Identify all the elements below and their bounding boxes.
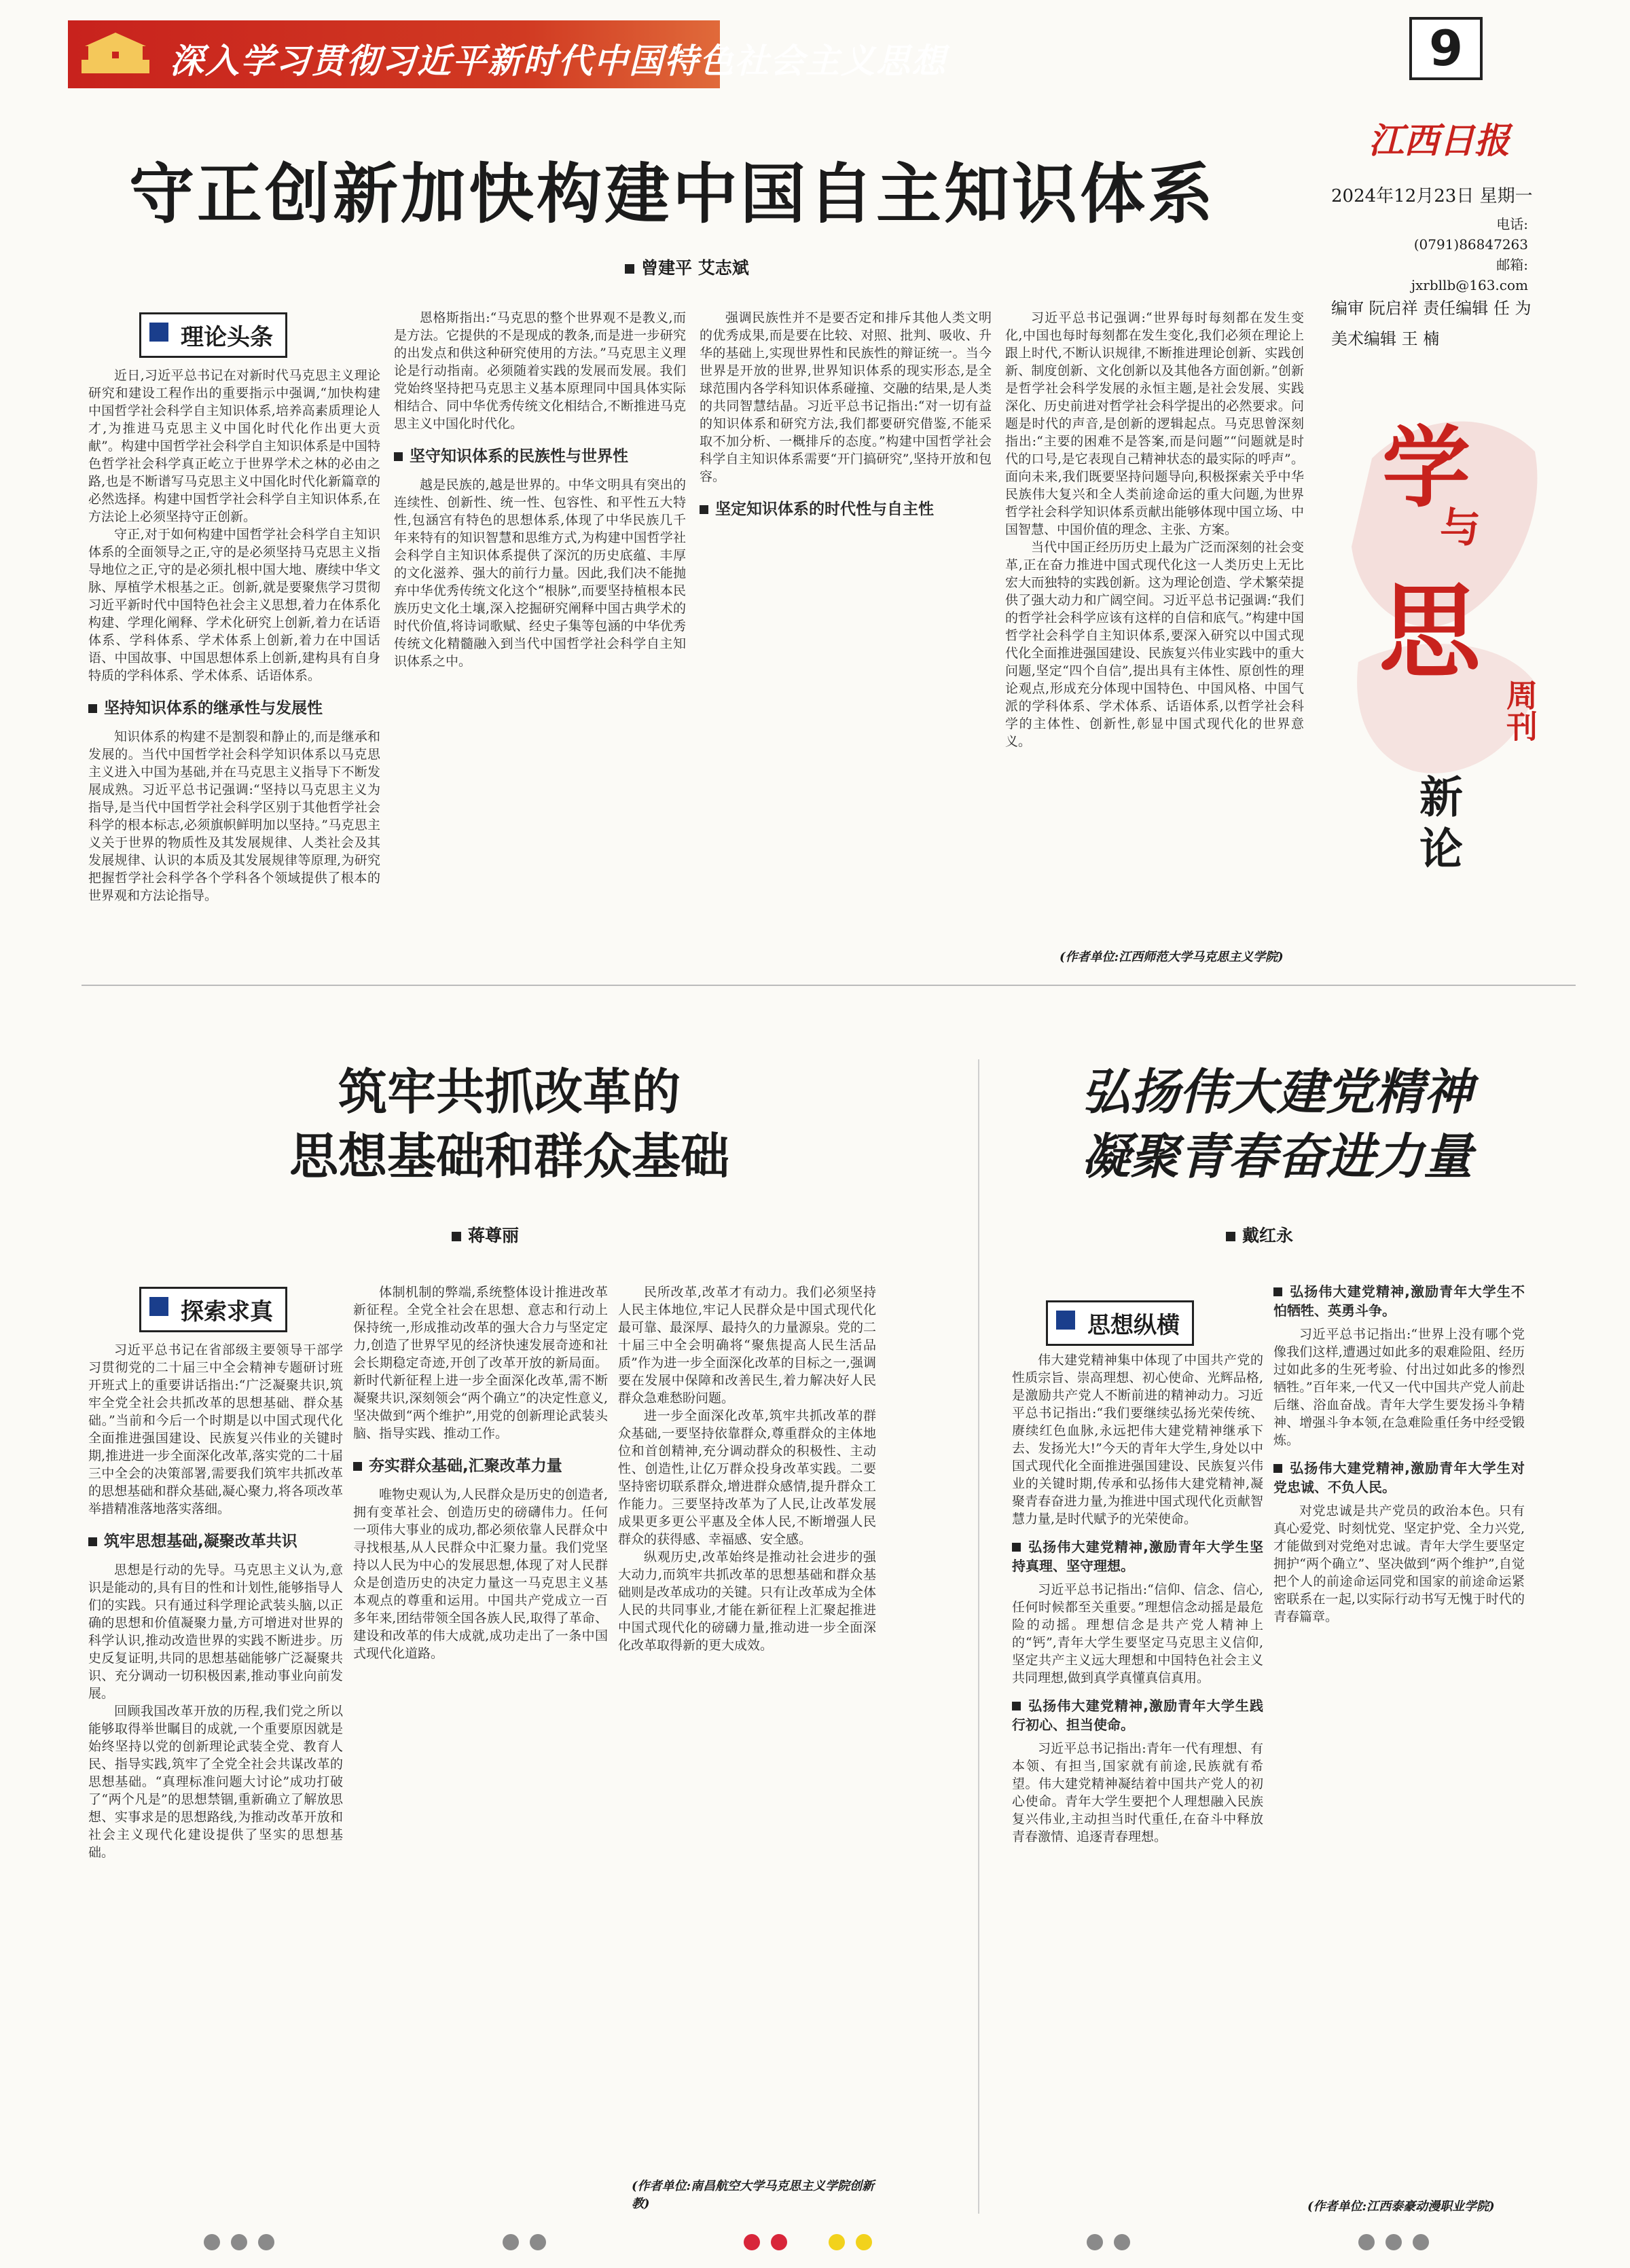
article3-author-note: (作者单位:江西泰豪动漫职业学院)	[1307, 2199, 1495, 2214]
article3-byline: 戴红永	[1226, 1222, 1293, 1247]
weekly-label: 周刊	[1502, 679, 1538, 742]
article2-column-tag: 探索求真	[139, 1287, 287, 1332]
article1-p2: 守正,对于如何构建中国哲学社会科学自主知识体系的全面领导之正,守的是必须坚持马克思主义指导地位之正,守的是必须扎根中国大地、赓续中华文脉、厚植学术根基之正。创新,就是要聚焦学习贯彻习近平新时代中国特色社会主义思想,着力在体系化构建、学理化阐释、学术化研究上创新,着力在话语体系、学科体系、学术体系上创新,着力在中国话语、中国故事、中国思想体系上创新,建构具有自身特质的学科体系、学术体系、话语体系。	[88, 527, 380, 683]
article1-subhead2: 坚守知识体系的民族性与世界性	[394, 445, 686, 468]
contact-label: 电话:	[1496, 216, 1528, 232]
footer-dot	[1413, 2234, 1429, 2250]
article1-p6: 强调民族性并不是要否定和排斥其他人类文明的优秀成果,而是要在比较、对照、批判、吸收、升华的基础上,实现世界性和民族性的辩证统一。当今世界是开放的世界,世界知识体系的现实形态,是全球范围内各学科知识体系碰撞、交融的结果,是人类的共同智慧结晶。习近平总书记指出:“对一切有益的知识体系和研究方法,我们都要研究借鉴,不能采取不加分析、一概排斥的态度。”构建中国哲学社会科学自主知识体系需要“开门搞研究”,坚持开放和包容。	[700, 310, 992, 484]
article2-title	[102, 1059, 917, 1188]
article1-author-note: (作者单位:江西师范大学马克思主义学院)	[1060, 950, 1284, 964]
email-address: jxrbllb@163.com	[1411, 277, 1528, 293]
article1-subhead1: 坚持知识体系的继承性与发展性	[88, 697, 380, 720]
article3-subhead3: 弘扬伟大建党精神,激励青年大学生不怕牺牲、英勇斗争。	[1273, 1283, 1525, 1319]
column-name: 新论	[1412, 774, 1463, 877]
article1-col4	[1005, 309, 1304, 940]
article2-p5: 唯物史观认为,人民群众是历史的创造者,拥有变革社会、创造历史的磅礴伟力。任何一项伟大事业的成功,都必须依靠人民群众中寻找根基,从人民群众中汇聚力量。我们党坚持以人民为中心的发展思想,体现了对人民群众是创造历史的决定力量这一马克思主义基本观点的尊重和运用。中国共产党成立一百多年来,团结带领全国各族人民,取得了革命、建设和改革的伟大成就,成功走出了一条中国式现代化道路。	[353, 1487, 608, 1661]
editor-line: 编审 阮启祥 责任编辑 任 为	[1331, 299, 1532, 318]
article2-col2	[353, 1283, 608, 2217]
page-number: 9	[1409, 17, 1483, 80]
article3-p4: 习近平总书记指出:“世界上没有哪个党像我们这样,遭遇过如此多的艰难险阻、经历过如此多的生死考验、付出过如此多的惨烈牺牲。”百年来,一代又一代中国共产党人前赴后继、浴血奋战。青年大学生要发扬斗争精神、增强斗争本领,在急难险重任务中经受锻炼。	[1273, 1327, 1525, 1448]
weekly-char-si: 思	[1379, 572, 1481, 692]
article3-p3: 习近平总书记指出:青年一代有理想、有本领、有担当,国家就有前途,民族就有希望。伟大建党精神凝结着中国共产党人的初心使命。青年大学生要把个人理想融入民族复兴伟业,主动担当时代重任,在奋斗中释放青春激情、追逐青春理想。	[1012, 1741, 1263, 1844]
article3-column-tag: 思想纵横	[1046, 1300, 1194, 1346]
footer-dot	[744, 2234, 760, 2250]
article2-subhead1: 筑牢思想基础,凝聚改革共识	[88, 1530, 343, 1553]
tiananmen-icon	[75, 26, 156, 80]
article1-col2	[394, 309, 686, 1107]
article2-col1	[88, 1341, 343, 2217]
article1-title: 守正创新加快构建中国自主知识体系	[129, 156, 1216, 232]
article3-p2: 习近平总书记指出:“信仰、信念、信心,任何时候都至关重要。”理想信念动摇是最危险的动摇。理想信念是共产党人精神上的“钙”,青年大学生要坚定马克思主义信仰,坚定共产主义远大理想和中国特色社会主义共同理想,做到真学真懂真信真用。	[1012, 1582, 1263, 1685]
weekly-char-yu: 与	[1440, 505, 1481, 552]
footer-dot	[771, 2234, 787, 2250]
article1-column-tag: 理论头条	[139, 312, 287, 358]
art-editor-line: 美术编辑 王 楠	[1331, 329, 1440, 348]
footer-dots	[0, 2234, 1630, 2254]
article2-title-line1: 筑牢共抓改革的	[338, 1063, 681, 1120]
article2-p8: 纵观历史,改革始终是推动社会进步的强大动力,而筑牢共抓改革的思想基础和群众基础则是改革成功的关键。只有让改革成为全体人民的共同事业,才能在新征程上汇聚起推进中国式现代化的磅礴力量,推动进一步全面深化改革取得新的更大成效。	[618, 1550, 876, 1653]
contact-block	[1352, 214, 1528, 295]
article1-col1	[88, 367, 380, 1107]
article2-author-note: (作者单位:南昌航空大学马克思主义学院创新教)	[632, 2179, 875, 2211]
footer-dot	[231, 2234, 247, 2250]
article2-p1: 习近平总书记在省部级主要领导干部学习贯彻党的二十届三中全会精神专题研讨班开班式上的重要讲话指出:“广泛凝聚共识,筑牢全党全社会共抓改革的思想基础、群众基础。”当前和今后一个时期是以中国式现代化全面推进强国建设、民族复兴伟业的关键时期,推进进一步全面深化改革,落实党的二十届三中全会的决策部署,需要我们筑牢共抓改革的思想基础和群众基础,凝心聚力,将各项改革举措精准落地落实落细。	[88, 1342, 343, 1516]
editors-block	[1331, 293, 1532, 354]
footer-dot	[1087, 2234, 1103, 2250]
article2-col3	[618, 1283, 876, 2166]
article3-title	[992, 1059, 1562, 1188]
footer-dot	[1358, 2234, 1375, 2250]
article2-p4: 体制机制的弊端,系统整体设计推进改革新征程。全党全社会在思想、意志和行动上保持统一,形成推动改革的强大合力与坚定定力,创造了世界罕见的经济快速发展奇迹和社会长期稳定奇迹,开创了改革开放的新局面。新时代新征程上进一步全面深化改革,需不断凝聚共识,深刻领会“两个确立”的决定性意义,坚决做到“两个维护”,用党的创新理论武装头脑、指导实践、推动工作。	[353, 1285, 608, 1441]
banner-title: 深入学习贯彻习近平新时代中国特色社会主义思想	[170, 41, 947, 81]
article1-p7: 习近平总书记强调:“世界每时每刻都在发生变化,中国也每时每刻都在发生变化,我们必须在理论上跟上时代,不断认识规律,不断推进理论创新、实践创新、制度创新、文化创新以及其他各方面创新。”创新是哲学社会科学发展的永恒主题,是社会发展、实践深化、历史前进对哲学社会科学提出的必然要求。问题是时代的声音,是创新的逻辑起点。马克思曾深刻指出:“主要的困难不是答案,而是问题”“问题就是时代的口号,是它表现自己精神状态的最实际的呼声”。面向未来,我们既要坚持问题导向,积极探索关乎中华民族伟大复兴和全人类前途命运的重大问题,为世界哲学社会科学知识体系贡献出能够体现中国立场、中国智慧、中国价值的理念、主张、方案。	[1005, 310, 1304, 537]
paper-name: 江西日报	[1369, 120, 1510, 162]
email-label: 邮箱:	[1496, 257, 1528, 273]
footer-dot	[204, 2234, 220, 2250]
footer-dot	[258, 2234, 274, 2250]
article1-p4: 恩格斯指出:“马克思的整个世界观不是教义,而是方法。它提供的不是现成的教条,而是进一步研究的出发点和供这种研究使用的方法。”马克思主义理论是行动指南。必须随着实践的发展而发展。我们党始终坚持把马克思主义基本原理同中国具体实际相结合、同中华优秀传统文化相结合,不断推进马克思主义中国化时代化。	[394, 310, 686, 431]
footer-dot	[856, 2234, 872, 2250]
article3-p5: 对党忠诚是共产党员的政治本色。只有真心爱党、时刻忧党、坚定护党、全力兴党,才能做到对党绝对忠诚。青年大学生要坚定拥护“两个确立”、坚决做到“两个维护”,自觉把个人的前途命运同党和国家的前途命运紧密联系在一起,以实际行动书写无愧于时代的青春篇章。	[1273, 1503, 1525, 1624]
footer-dot	[1114, 2234, 1130, 2250]
article1-subhead3: 坚定知识体系的时代性与自主性	[700, 498, 992, 521]
article3-subhead1: 弘扬伟大建党精神,激励青年大学生坚持真理、坚守理想。	[1012, 1539, 1263, 1574]
article3-col1	[1012, 1351, 1263, 2224]
footer-dot	[530, 2234, 546, 2250]
article3-p1: 伟大建党精神集中体现了中国共产党的性质宗旨、崇高理想、初心使命、光辉品格,是激励共产党人不断前进的精神动力。习近平总书记指出:“我们要继续弘扬光荣传统、赓续红色血脉,永远把伟大建党精神继承下去、发扬光大!”今天的青年大学生,身处以中国式现代化全面推进强国建设、民族复兴伟业的关键时期,传承和弘扬伟大建党精神,凝聚青春奋进力量,为推进中国式现代化贡献智慧力量,是时代赋予的光荣使命。	[1012, 1353, 1263, 1526]
article1-p1: 近日,习近平总书记在对新时代马克思主义理论研究和建设工程作出的重要指示中强调,“加快构建中国哲学社会科学自主知识体系,培养高素质理论人才,为推进马克思主义中国化时代化作出更大贡献”。构建中国哲学社会科学自主知识体系是中国特色哲学社会科学真正屹立于世界学术之林的必由之路,也是不断谱写马克思主义中国化时代化新篇章的必然选择。构建中国哲学社会科学自主知识体系,在方法论上必须坚持守正创新。	[88, 368, 380, 524]
section-divider	[82, 985, 1576, 986]
article3-col2	[1273, 1277, 1525, 2180]
article2-p7: 进一步全面深化改革,筑牢共抓改革的群众基础,一要坚持依靠群众,尊重群众的主体地位和首创精神,充分调动群众的积极性、主动性、创造性,让亿万群众投身改革实践。二要坚持密切联系群众,增进群众感情,提升群众工作能力。三要坚持改革为了人民,让改革发展成果更多更公平惠及全体人民,不断增强人民群众的获得感、幸福感、安全感。	[618, 1408, 876, 1547]
article3-subhead2: 弘扬伟大建党精神,激励青年大学生践行初心、担当使命。	[1012, 1698, 1263, 1733]
article1-p8: 当代中国正经历历史上最为广泛而深刻的社会变革,正在奋力推进中国式现代化这一人类历史上无比宏大而独特的实践创新。这为理论创造、学术繁荣提供了强大动力和广阔空间。习近平总书记强调:“我们的哲学社会科学应该有这样的自信和底气。”构建中国哲学社会科学自主知识体系,要深入研究以中国式现代化全面推进强国建设、民族复兴伟业实践中的重大问题,坚定“四个自信”,提出具有主体性、原创性的理论观点,形成充分体现中国特色、中国风格、中国气派的学科体系、学术体系、话语体系,以哲学社会科学的主体性、创新性,彰显中国式现代化的世界意义。	[1005, 540, 1304, 749]
article3-title-line2: 凝聚青春奋进力量	[1081, 1127, 1472, 1185]
article1-byline: 曾建平 艾志斌	[625, 255, 749, 279]
article3-title-line1: 弘扬伟大建党精神	[1081, 1063, 1472, 1120]
weekly-char-xue: 学	[1382, 416, 1471, 519]
article2-p6: 民所改革,改革才有动力。我们必须坚持人民主体地位,牢记人民群众是中国式现代化最可靠、最深厚、最持久的力量源泉。党的二十届三中全会明确将“聚焦提高人民生活品质”作为进一步全面深化改革的目标之一,强调要在发展中保障和改善民生,着力解决好人民群众急难愁盼问题。	[618, 1285, 876, 1406]
article1-p3: 知识体系的构建不是割裂和静止的,而是继承和发展的。当代中国哲学社会科学知识体系以马克思主义进入中国为基础,并在马克思主义指导下不断发展成熟。习近平总书记强调:“坚持以马克思主义为指导,是当代中国哲学社会科学区别于其他哲学社会科学的根本标志,必须旗帜鲜明加以坚持。”马克思主义关于世界的物质性及其发展规律、人类社会及其发展规律、认识的本质及其发展规律等原理,为研究把握哲学社会科学各个学科各个领域提供了根本的世界观和方法论指导。	[88, 729, 380, 903]
article2-subhead2: 夯实群众基础,汇聚改革力量	[353, 1455, 608, 1478]
article3-subhead4: 弘扬伟大建党精神,激励青年大学生对党忠诚、不负人民。	[1273, 1460, 1525, 1495]
footer-dot	[1386, 2234, 1402, 2250]
column-divider	[978, 1059, 979, 2214]
issue-date: 2024年12月23日 星期一	[1331, 186, 1533, 206]
article2-p2: 思想是行动的先导。马克思主义认为,意识是能动的,具有目的性和计划性,能够指导人们的实践。只有通过科学理论武装头脑,以正确的思想和价值凝聚力量,方可增进对世界的科学认识,推动改造世界的实践不断进步。历史反复证明,共同的思想基础能够广泛凝聚共识、充分调动一切积极因素,推动事业向前发展。	[88, 1562, 343, 1701]
phone-number: (0791)86847263	[1413, 236, 1528, 253]
article1-col3	[700, 309, 992, 1107]
article2-p3: 回顾我国改革开放的历程,我们党之所以能够取得举世瞩目的成就,一个重要原因就是始终坚持以党的创新理论武装全党、教育人民、指导实践,筑牢了全党全社会共谋改革的思想基础。“真理标准问题大讨论”成功打破了“两个凡是”的思想禁锢,重新确立了解放思想、实事求是的思想路线,为推动改革开放和社会主义现代化建设提供了坚实的思想基础。	[88, 1704, 343, 1860]
article2-byline: 蒋尊丽	[452, 1222, 519, 1247]
footer-dot	[829, 2234, 845, 2250]
footer-dot	[503, 2234, 519, 2250]
article1-p5: 越是民族的,越是世界的。中华文明具有突出的连续性、创新性、统一性、包容性、和平性五大特性,包涵宫有特色的思想体系,体现了中华民族几千年来特有的知识智慧和思维方式,为构建中国哲学社会科学自主知识体系提供了深沉的历史底蕴、丰厚的文化滋养、强大的前行力量。因此,我们决不能抛弃中华优秀传统文化这个“根脉”,而要坚持植根本民族历史文化土壤,深入挖掘研究阐释中国古典学术的时代价值,将诗词歌赋、经史子集等包涵的中华优秀传统文化精髓融入到当代中国哲学社会科学自主知识体系之中。	[394, 477, 686, 669]
article2-title-line2: 思想基础和群众基础	[289, 1127, 729, 1185]
